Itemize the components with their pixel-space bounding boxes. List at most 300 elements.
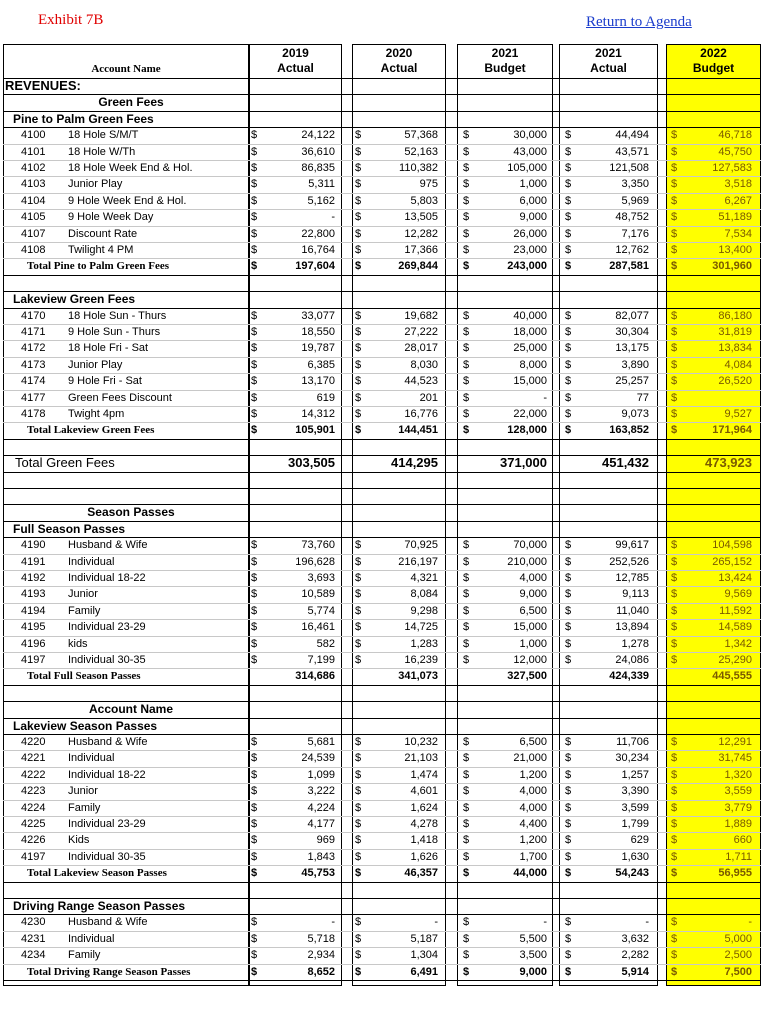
value-c2022: 1,889 bbox=[724, 818, 752, 830]
currency-symbol: $ bbox=[671, 539, 678, 552]
subsection-header-row bbox=[3, 898, 761, 914]
row-divider bbox=[3, 586, 761, 587]
table-row bbox=[3, 832, 761, 848]
value-c2021b: 40,000 bbox=[513, 309, 547, 322]
return-to-agenda-link[interactable]: Return to Agenda bbox=[586, 14, 692, 30]
row-divider bbox=[3, 127, 761, 128]
value-c2021b: 9,000 bbox=[519, 965, 547, 978]
account-name: Family bbox=[68, 604, 101, 617]
value-c2020: 4,601 bbox=[410, 785, 438, 798]
currency-symbol: $ bbox=[355, 965, 362, 978]
value-c2022: 46,718 bbox=[718, 129, 752, 142]
row-divider bbox=[3, 882, 761, 883]
section-header-row bbox=[3, 94, 761, 110]
currency-symbol: $ bbox=[355, 129, 362, 142]
value-c2021a: 1,257 bbox=[621, 768, 649, 781]
value-c2021a: 451,432 bbox=[602, 455, 649, 471]
currency-symbol: $ bbox=[355, 818, 362, 830]
currency-symbol: $ bbox=[671, 752, 678, 765]
row-divider bbox=[3, 783, 761, 784]
row-divider bbox=[3, 537, 761, 538]
value-c2021b: 21,000 bbox=[513, 752, 547, 765]
value-c2021a: 3,350 bbox=[621, 178, 649, 191]
row-divider bbox=[3, 865, 761, 866]
value-c2019: 1,843 bbox=[307, 850, 335, 863]
row-divider bbox=[3, 111, 761, 112]
currency-symbol: $ bbox=[355, 850, 362, 863]
currency-symbol: $ bbox=[463, 227, 470, 240]
currency-symbol: $ bbox=[565, 375, 572, 388]
currency-symbol: $ bbox=[251, 309, 258, 322]
subsection-header-row bbox=[3, 521, 761, 537]
row-divider bbox=[3, 603, 761, 604]
value-c2022: 6,267 bbox=[724, 194, 752, 207]
table-row bbox=[3, 931, 761, 947]
account-code: 4103 bbox=[21, 178, 46, 191]
currency-symbol: $ bbox=[565, 654, 572, 666]
total-row bbox=[3, 668, 761, 684]
currency-symbol: $ bbox=[251, 621, 258, 634]
currency-symbol: $ bbox=[671, 621, 678, 634]
account-name: 18 Hole Week End & Hol. bbox=[68, 162, 193, 174]
value-c2022: 660 bbox=[733, 834, 752, 847]
value-c2020: 57,368 bbox=[404, 129, 438, 142]
value-c2022: 13,424 bbox=[718, 572, 752, 584]
currency-symbol: $ bbox=[355, 949, 362, 962]
value-c2021a: 13,894 bbox=[615, 621, 649, 634]
account-code: 4195 bbox=[21, 621, 46, 634]
currency-symbol: $ bbox=[671, 818, 678, 830]
row-divider bbox=[3, 144, 761, 145]
currency-symbol: $ bbox=[565, 178, 572, 191]
currency-symbol: $ bbox=[251, 834, 258, 847]
currency-symbol: $ bbox=[565, 785, 572, 798]
value-c2020: 1,304 bbox=[410, 949, 438, 962]
value-c2019: 10,589 bbox=[301, 588, 335, 601]
value-c2020: 1,283 bbox=[410, 637, 438, 650]
value-c2022: - bbox=[748, 916, 752, 929]
currency-symbol: $ bbox=[671, 145, 678, 158]
value-c2019: 5,774 bbox=[307, 604, 335, 617]
currency-symbol: $ bbox=[671, 801, 678, 814]
value-c2020: 16,776 bbox=[404, 408, 438, 420]
row-divider bbox=[3, 258, 761, 259]
total-row bbox=[3, 865, 761, 881]
value-c2021b: 70,000 bbox=[513, 539, 547, 552]
account-name: Discount Rate bbox=[68, 227, 138, 240]
value-c2019: - bbox=[331, 916, 335, 929]
currency-symbol: $ bbox=[671, 162, 678, 174]
header-2021-budget bbox=[457, 44, 553, 78]
table-row bbox=[3, 406, 761, 422]
blank-row bbox=[3, 685, 761, 701]
value-c2022: 25,290 bbox=[718, 654, 752, 666]
currency-symbol: $ bbox=[671, 932, 678, 945]
currency-symbol: $ bbox=[463, 375, 470, 388]
currency-symbol: $ bbox=[463, 785, 470, 798]
currency-symbol: $ bbox=[671, 194, 678, 207]
value-c2020: 1,474 bbox=[410, 768, 438, 781]
value-c2020: 70,925 bbox=[404, 539, 438, 552]
currency-symbol: $ bbox=[671, 572, 678, 584]
value-c2021a: 163,852 bbox=[609, 424, 649, 437]
value-c2021a: 1,278 bbox=[621, 637, 649, 650]
value-c2022: 1,342 bbox=[724, 637, 752, 650]
value-c2021a: 12,762 bbox=[615, 244, 649, 256]
row-divider bbox=[3, 439, 761, 440]
value-c2021a: 13,175 bbox=[615, 342, 649, 355]
currency-symbol: $ bbox=[355, 309, 362, 322]
header-2019 bbox=[249, 44, 342, 78]
value-c2021b: 15,000 bbox=[513, 621, 547, 634]
table-row bbox=[3, 783, 761, 799]
value-c2021a: 43,571 bbox=[615, 145, 649, 158]
value-c2021b: 23,000 bbox=[513, 244, 547, 256]
value-c2021b: 4,000 bbox=[519, 785, 547, 798]
currency-symbol: $ bbox=[355, 916, 362, 929]
account-code: 4108 bbox=[21, 244, 46, 256]
value-c2021b: 18,000 bbox=[513, 326, 547, 338]
row-divider bbox=[3, 570, 761, 571]
value-c2019: 5,311 bbox=[308, 178, 335, 191]
currency-symbol: $ bbox=[463, 391, 470, 404]
currency-symbol: $ bbox=[251, 408, 258, 420]
value-c2019: 36,610 bbox=[301, 145, 335, 158]
header-divider bbox=[3, 78, 761, 79]
currency-symbol: $ bbox=[251, 654, 258, 666]
row-divider bbox=[3, 324, 761, 325]
currency-symbol: $ bbox=[671, 424, 678, 437]
subsection-header-row bbox=[3, 718, 761, 734]
value-c2021b: 4,000 bbox=[519, 801, 547, 814]
account-name: 9 Hole Week Day bbox=[68, 211, 154, 224]
value-c2019: 2,934 bbox=[307, 949, 335, 962]
value-c2021a: 1,630 bbox=[621, 850, 649, 863]
value-c2021b: 5,500 bbox=[519, 932, 547, 945]
value-c2019: 5,718 bbox=[307, 932, 335, 945]
value-c2019: 86,835 bbox=[301, 162, 335, 174]
table-row bbox=[3, 226, 761, 242]
total-label: Total Lakeview Green Fees bbox=[27, 424, 155, 437]
account-name: 9 Hole Sun - Thurs bbox=[68, 326, 161, 338]
account-name: Individual bbox=[68, 555, 115, 568]
currency-symbol: $ bbox=[565, 260, 572, 273]
currency-symbol: $ bbox=[463, 244, 470, 256]
currency-symbol: $ bbox=[355, 785, 362, 798]
row-divider bbox=[3, 767, 761, 768]
value-c2021a: 287,581 bbox=[609, 260, 649, 273]
value-c2021a: 9,073 bbox=[621, 408, 649, 420]
currency-symbol: $ bbox=[463, 194, 470, 207]
value-c2022: 104,598 bbox=[712, 539, 752, 552]
account-name: Individual 18-22 bbox=[68, 572, 146, 584]
row-divider bbox=[3, 160, 761, 161]
currency-symbol: $ bbox=[463, 162, 470, 174]
currency-symbol: $ bbox=[251, 145, 258, 158]
currency-symbol: $ bbox=[463, 932, 470, 945]
table-row bbox=[3, 373, 761, 389]
value-c2019: 582 bbox=[316, 637, 335, 650]
header-2022-type: Budget bbox=[692, 61, 735, 75]
currency-symbol: $ bbox=[355, 637, 362, 650]
currency-symbol: $ bbox=[463, 654, 470, 666]
table-row bbox=[3, 603, 761, 619]
value-c2022: 31,745 bbox=[718, 752, 752, 765]
currency-symbol: $ bbox=[463, 555, 470, 568]
value-c2019: - bbox=[331, 211, 335, 224]
value-c2019: 16,461 bbox=[301, 621, 335, 634]
currency-symbol: $ bbox=[565, 572, 572, 584]
value-c2022: 12,291 bbox=[718, 736, 752, 748]
currency-symbol: $ bbox=[671, 244, 678, 256]
row-divider bbox=[3, 406, 761, 407]
currency-symbol: $ bbox=[251, 391, 258, 404]
value-c2021b: 371,000 bbox=[500, 455, 547, 471]
currency-symbol: $ bbox=[565, 342, 572, 355]
header-2021-actual bbox=[559, 44, 658, 78]
value-c2021b: 6,500 bbox=[519, 604, 547, 617]
table-row bbox=[3, 816, 761, 832]
currency-symbol: $ bbox=[251, 588, 258, 601]
account-code: 4220 bbox=[21, 736, 46, 748]
value-c2020: 12,282 bbox=[404, 227, 438, 240]
account-name: kids bbox=[68, 637, 88, 650]
currency-symbol: $ bbox=[671, 129, 678, 142]
value-c2021a: 2,282 bbox=[621, 949, 649, 962]
currency-symbol: $ bbox=[565, 129, 572, 142]
value-c2021a: 77 bbox=[636, 391, 649, 404]
value-c2021a: 25,257 bbox=[615, 375, 649, 388]
currency-symbol: $ bbox=[671, 736, 678, 748]
currency-symbol: $ bbox=[565, 588, 572, 601]
value-c2021a: 252,526 bbox=[609, 555, 649, 568]
currency-symbol: $ bbox=[463, 752, 470, 765]
value-c2019: 105,901 bbox=[295, 424, 335, 437]
currency-symbol: $ bbox=[565, 244, 572, 256]
table-row bbox=[3, 308, 761, 324]
subsection-title: Pine to Palm Green Fees bbox=[13, 111, 154, 126]
table-row bbox=[3, 947, 761, 963]
currency-symbol: $ bbox=[251, 949, 258, 962]
value-c2020: 17,366 bbox=[404, 244, 438, 256]
row-divider bbox=[3, 390, 761, 391]
account-code: 4224 bbox=[21, 801, 46, 814]
value-c2022: 9,527 bbox=[724, 408, 752, 420]
account-code: 4226 bbox=[21, 834, 46, 847]
table-row bbox=[3, 537, 761, 553]
account-code: 4192 bbox=[21, 572, 46, 584]
blank-row bbox=[3, 439, 761, 455]
value-c2020: 8,084 bbox=[410, 588, 438, 601]
value-c2021b: 15,000 bbox=[513, 375, 547, 388]
value-c2022: 7,500 bbox=[724, 965, 752, 978]
row-divider bbox=[3, 488, 761, 489]
row-divider bbox=[3, 800, 761, 801]
currency-symbol: $ bbox=[251, 178, 258, 191]
currency-symbol: $ bbox=[355, 736, 362, 748]
currency-symbol: $ bbox=[463, 572, 470, 584]
value-c2022: 4,084 bbox=[724, 358, 752, 371]
value-c2022: 51,189 bbox=[718, 211, 752, 224]
currency-symbol: $ bbox=[565, 391, 572, 404]
account-code: 4190 bbox=[21, 539, 46, 552]
total-row bbox=[3, 258, 761, 274]
currency-symbol: $ bbox=[355, 227, 362, 240]
currency-symbol: $ bbox=[565, 408, 572, 420]
value-c2020: 4,278 bbox=[410, 818, 438, 830]
row-divider bbox=[3, 357, 761, 358]
value-c2019: 7,199 bbox=[307, 654, 335, 666]
value-c2022: 86,180 bbox=[718, 309, 752, 322]
row-divider bbox=[3, 308, 761, 309]
currency-symbol: $ bbox=[565, 801, 572, 814]
currency-symbol: $ bbox=[463, 408, 470, 420]
value-c2020: 44,523 bbox=[404, 375, 438, 388]
value-c2022: 301,960 bbox=[712, 260, 752, 273]
currency-symbol: $ bbox=[355, 539, 362, 552]
value-c2022: 3,559 bbox=[724, 785, 752, 798]
value-c2020: 1,626 bbox=[410, 850, 438, 863]
currency-symbol: $ bbox=[671, 358, 678, 371]
currency-symbol: $ bbox=[355, 145, 362, 158]
value-c2022: 56,955 bbox=[718, 867, 752, 880]
account-name: 18 Hole W/Th bbox=[68, 145, 136, 158]
account-name: Individual bbox=[68, 752, 115, 765]
total-label: Total Driving Range Season Passes bbox=[27, 965, 191, 978]
value-c2021a: 11,040 bbox=[616, 604, 649, 617]
spreadsheet bbox=[3, 44, 761, 986]
value-c2021b: 105,000 bbox=[507, 162, 547, 174]
currency-symbol: $ bbox=[565, 768, 572, 781]
value-c2021b: - bbox=[543, 916, 547, 929]
currency-symbol: $ bbox=[671, 637, 678, 650]
currency-symbol: $ bbox=[671, 785, 678, 798]
header-2020 bbox=[352, 44, 446, 78]
value-c2022: 45,750 bbox=[718, 145, 752, 158]
account-code: 4173 bbox=[21, 358, 46, 371]
value-c2022: 14,589 bbox=[718, 621, 752, 634]
value-c2019: 1,099 bbox=[307, 768, 335, 781]
currency-symbol: $ bbox=[463, 342, 470, 355]
account-name-header: Account Name bbox=[91, 63, 161, 75]
value-c2021b: 43,000 bbox=[513, 145, 547, 158]
row-divider bbox=[3, 94, 761, 95]
header-2022-year: 2022 bbox=[700, 46, 727, 60]
currency-symbol: $ bbox=[463, 916, 470, 929]
currency-symbol: $ bbox=[463, 326, 470, 338]
value-c2021b: 1,200 bbox=[519, 768, 547, 781]
currency-symbol: $ bbox=[671, 326, 678, 338]
account-name: Green Fees Discount bbox=[68, 391, 172, 404]
currency-symbol: $ bbox=[463, 850, 470, 863]
currency-symbol: $ bbox=[251, 375, 258, 388]
value-c2022: 5,000 bbox=[724, 932, 752, 945]
currency-symbol: $ bbox=[355, 801, 362, 814]
value-c2019: 5,162 bbox=[307, 194, 335, 207]
currency-symbol: $ bbox=[251, 326, 258, 338]
value-c2020: 5,803 bbox=[410, 194, 438, 207]
section-title: Green Fees bbox=[98, 95, 164, 110]
currency-symbol: $ bbox=[355, 260, 362, 273]
currency-symbol: $ bbox=[355, 572, 362, 584]
row-divider bbox=[3, 701, 761, 702]
currency-symbol: $ bbox=[355, 424, 362, 437]
currency-symbol: $ bbox=[251, 555, 258, 568]
currency-symbol: $ bbox=[671, 178, 678, 191]
row-divider bbox=[3, 176, 761, 177]
account-code: 4104 bbox=[21, 194, 46, 207]
value-c2020: 269,844 bbox=[398, 260, 438, 273]
total-label: Total Full Season Passes bbox=[27, 670, 141, 683]
value-c2020: 52,163 bbox=[404, 145, 438, 158]
value-c2021a: 54,243 bbox=[615, 867, 649, 880]
grand-total-row bbox=[3, 455, 761, 471]
currency-symbol: $ bbox=[355, 588, 362, 601]
currency-symbol: $ bbox=[565, 834, 572, 847]
currency-symbol: $ bbox=[251, 965, 258, 978]
value-c2021b: 3,500 bbox=[519, 949, 547, 962]
currency-symbol: $ bbox=[355, 555, 362, 568]
table-row bbox=[3, 652, 761, 668]
value-c2022: 26,520 bbox=[718, 375, 752, 388]
value-c2019: 4,224 bbox=[307, 801, 335, 814]
subsection-title: Lakeview Green Fees bbox=[13, 292, 136, 307]
currency-symbol: $ bbox=[565, 949, 572, 962]
value-c2021a: 1,799 bbox=[621, 818, 649, 830]
value-c2019: 45,753 bbox=[301, 867, 335, 880]
row-divider bbox=[3, 931, 761, 932]
value-c2019: 13,170 bbox=[301, 375, 335, 388]
currency-symbol: $ bbox=[671, 211, 678, 224]
currency-symbol: $ bbox=[355, 358, 362, 371]
currency-symbol: $ bbox=[671, 654, 678, 666]
currency-symbol: $ bbox=[565, 326, 572, 338]
value-c2020: 216,197 bbox=[398, 555, 438, 568]
value-c2022: 13,400 bbox=[718, 244, 752, 256]
account-code: 4100 bbox=[21, 129, 46, 142]
value-c2022: 265,152 bbox=[712, 555, 752, 568]
table-row bbox=[3, 734, 761, 750]
account-code: 4194 bbox=[21, 604, 46, 617]
currency-symbol: $ bbox=[463, 801, 470, 814]
currency-symbol: $ bbox=[565, 621, 572, 634]
currency-symbol: $ bbox=[565, 145, 572, 158]
value-c2021b: 8,000 bbox=[519, 358, 547, 371]
currency-symbol: $ bbox=[251, 932, 258, 945]
value-c2022: 31,819 bbox=[718, 326, 752, 338]
currency-symbol: $ bbox=[671, 375, 678, 388]
value-c2022: 2,500 bbox=[724, 949, 752, 962]
currency-symbol: $ bbox=[251, 539, 258, 552]
row-divider bbox=[3, 504, 761, 505]
currency-symbol: $ bbox=[565, 162, 572, 174]
header-2020-year: 2020 bbox=[385, 46, 413, 60]
account-name: Individual 18-22 bbox=[68, 768, 146, 781]
value-c2021a: 3,632 bbox=[621, 932, 649, 945]
currency-symbol: $ bbox=[251, 244, 258, 256]
account-code: 4234 bbox=[21, 949, 46, 962]
value-c2019: 197,604 bbox=[295, 260, 335, 273]
row-divider bbox=[3, 718, 761, 719]
currency-symbol: $ bbox=[251, 604, 258, 617]
row-divider bbox=[3, 685, 761, 686]
value-c2021b: 1,200 bbox=[519, 834, 547, 847]
table-row bbox=[3, 176, 761, 192]
value-c2019: 4,177 bbox=[307, 818, 335, 830]
currency-symbol: $ bbox=[251, 129, 258, 142]
value-c2021b: 1,700 bbox=[519, 850, 547, 863]
account-code: 4223 bbox=[21, 785, 46, 798]
